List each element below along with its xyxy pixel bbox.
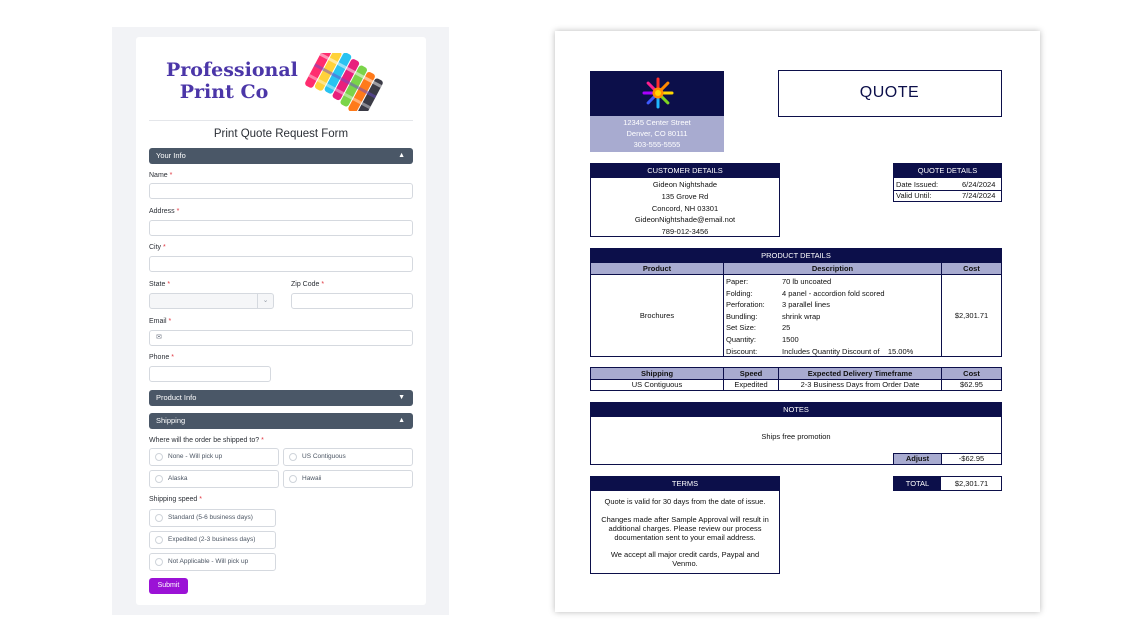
total-box <box>893 476 1002 491</box>
section-your-info[interactable] <box>149 148 413 164</box>
spec-value: Includes Quantity Discount of 15.00% <box>782 346 914 356</box>
company-city: Denver, CO 80111 <box>626 129 688 138</box>
name-input[interactable] <box>149 183 413 199</box>
col-description: Description <box>724 263 941 274</box>
spec-value: 25 <box>782 323 791 333</box>
quote-details-box <box>893 163 1002 202</box>
section-shipping-label: Shipping <box>156 416 186 425</box>
spec-value: 70 lb uncoated <box>782 277 832 286</box>
spec-label: Folding: <box>726 288 753 298</box>
terms-payment-line-2: Venmo. <box>672 559 698 568</box>
company-street: 12345 Center Street <box>623 118 691 127</box>
quote-details-header: QUOTE DETAILS <box>894 164 1001 178</box>
spec-label: Bundling: <box>726 311 758 321</box>
chevron-down-icon: ▼ <box>398 394 405 401</box>
customer-phone: 789-012-3456 <box>661 227 709 236</box>
sunburst-logo-icon <box>642 77 674 109</box>
quote-title: QUOTE <box>859 84 920 101</box>
customer-details-box <box>590 163 780 237</box>
valid-until-label: Valid Until: <box>896 191 932 200</box>
radio-icon <box>289 453 297 461</box>
notes-box <box>590 402 1002 465</box>
spec-value: 4 panel - accordion fold scored <box>782 288 885 298</box>
zip-input[interactable] <box>291 293 413 309</box>
chevron-up-icon: ▲ <box>398 417 405 424</box>
divider <box>591 274 1001 275</box>
address-input[interactable] <box>149 220 413 236</box>
chevron-down-icon: ⌄ <box>257 294 273 308</box>
section-shipping[interactable] <box>149 413 413 429</box>
terms-changes-line-3: documentation sent to your email address. <box>614 533 756 542</box>
total-value: $2,301.71 <box>954 479 989 488</box>
zip-label: Zip Code * <box>291 281 325 288</box>
terms-box <box>590 476 780 574</box>
radio-icon <box>155 536 163 544</box>
divider <box>941 263 942 356</box>
section-your-info-label: Your Info <box>156 151 186 160</box>
date-issued-value: 6/24/2024 <box>962 180 996 189</box>
col-timeframe: Expected Delivery Timeframe <box>779 368 941 379</box>
terms-header: TERMS <box>591 477 779 491</box>
form-title: Print Quote Request Form <box>213 128 349 140</box>
quote-document <box>555 31 1040 612</box>
state-select[interactable] <box>149 293 274 309</box>
quote-title-box <box>778 70 1002 117</box>
shipping-cost: $62.95 <box>960 380 983 389</box>
divider <box>723 263 724 356</box>
terms-changes-line-2: additional charges. Please review our process <box>608 524 762 533</box>
radio-icon <box>289 475 297 483</box>
section-product-info[interactable] <box>149 390 413 406</box>
spec-value: 3 parallel lines <box>782 300 830 310</box>
logo-line-2: Print Co <box>179 81 269 103</box>
phone-input[interactable] <box>149 366 271 382</box>
shipping-speed: Expedited <box>734 380 768 389</box>
speed-option-expedited[interactable]: Expedited (2-3 business days) <box>149 531 276 549</box>
spec-label: Set Size: <box>726 323 757 333</box>
ship-option-us-contiguous[interactable]: US Contiguous <box>283 448 413 466</box>
customer-details-header: CUSTOMER DETAILS <box>591 164 779 178</box>
terms-changes-line-1: Changes made after Sample Approval will result in <box>601 515 769 524</box>
ship-option-alaska[interactable]: Alaska <box>149 470 279 488</box>
col-shipping: Shipping <box>591 368 723 379</box>
date-issued-label: Date Issued: <box>896 180 939 189</box>
address-label: Address * <box>149 208 180 215</box>
ship-to-label: Where will the order be shipped to? * <box>149 437 264 444</box>
col-speed: Speed <box>724 368 778 379</box>
valid-until-value: 7/24/2024 <box>962 191 996 200</box>
name-label: Name * <box>149 172 173 179</box>
radio-icon <box>155 558 163 566</box>
chevron-up-icon: ▲ <box>398 152 405 159</box>
product-cost: $2,301.71 <box>954 311 989 320</box>
header-divider <box>149 120 413 121</box>
spec-label: Paper: <box>726 277 749 286</box>
city-input[interactable] <box>149 256 413 272</box>
adjust-label: Adjust <box>894 454 941 464</box>
email-label: Email * <box>149 318 172 325</box>
spec-label: Discount: <box>726 346 758 356</box>
col-shipping-cost: Cost <box>942 368 1001 379</box>
product-name: Brochures <box>639 311 675 320</box>
customer-name: Gideon Nightshade <box>652 180 718 189</box>
shipping-table <box>590 367 1002 391</box>
quote-request-form <box>136 37 426 605</box>
spec-label: Quantity: <box>726 335 757 344</box>
envelope-icon: ✉ <box>156 334 162 341</box>
terms-payment-line-1: We accept all major credit cards, Paypal and <box>610 550 760 559</box>
spec-label: Perforation: <box>726 300 765 310</box>
adjust-value: -$62.95 <box>958 454 985 463</box>
company-address-block <box>590 116 724 152</box>
customer-email: GideonNightshade@email.not <box>634 215 736 224</box>
spec-value: 1500 <box>782 335 799 344</box>
logo-line-1: Professional <box>166 59 298 81</box>
total-label: TOTAL <box>894 477 941 490</box>
shipping-destination: US Contiguous <box>631 380 683 389</box>
speed-option-not-applicable[interactable]: Not Applicable - Will pick up <box>149 553 276 571</box>
shipping-timeframe: 2-3 Business Days from Order Date <box>800 380 920 389</box>
email-input[interactable] <box>149 330 413 346</box>
company-logo-text <box>166 59 298 103</box>
notes-header: NOTES <box>591 403 1001 417</box>
radio-icon <box>155 453 163 461</box>
customer-city: Concord, NH 03301 <box>651 204 719 213</box>
company-logo-block <box>590 71 724 116</box>
radio-icon <box>155 475 163 483</box>
speed-option-standard[interactable]: Standard (5-6 business days) <box>149 509 276 527</box>
product-details-header: PRODUCT DETAILS <box>591 249 1001 263</box>
state-label: State * <box>149 281 171 288</box>
shipping-speed-label: Shipping speed * <box>149 496 202 503</box>
section-product-info-label: Product Info <box>156 393 197 402</box>
product-details-table <box>590 248 1002 357</box>
customer-street: 135 Grove Rd <box>661 192 709 201</box>
notes-text: Ships free promotion <box>761 432 831 441</box>
col-cost: Cost <box>942 263 1001 274</box>
company-phone: 303-555-5555 <box>633 140 681 149</box>
submit-button[interactable]: Submit <box>149 578 188 594</box>
col-product: Product <box>591 263 723 274</box>
ship-option-none[interactable]: None - Will pick up <box>149 448 279 466</box>
phone-label: Phone * <box>149 354 174 361</box>
spec-value: shrink wrap <box>782 311 821 321</box>
form-panel <box>112 27 449 615</box>
radio-icon <box>155 514 163 522</box>
terms-validity: Quote is valid for 30 days from the date of issue. <box>604 497 766 506</box>
city-label: City * <box>149 244 166 251</box>
ship-option-hawaii[interactable]: Hawaii <box>283 470 413 488</box>
paper-rolls-logo-icon <box>290 53 398 111</box>
